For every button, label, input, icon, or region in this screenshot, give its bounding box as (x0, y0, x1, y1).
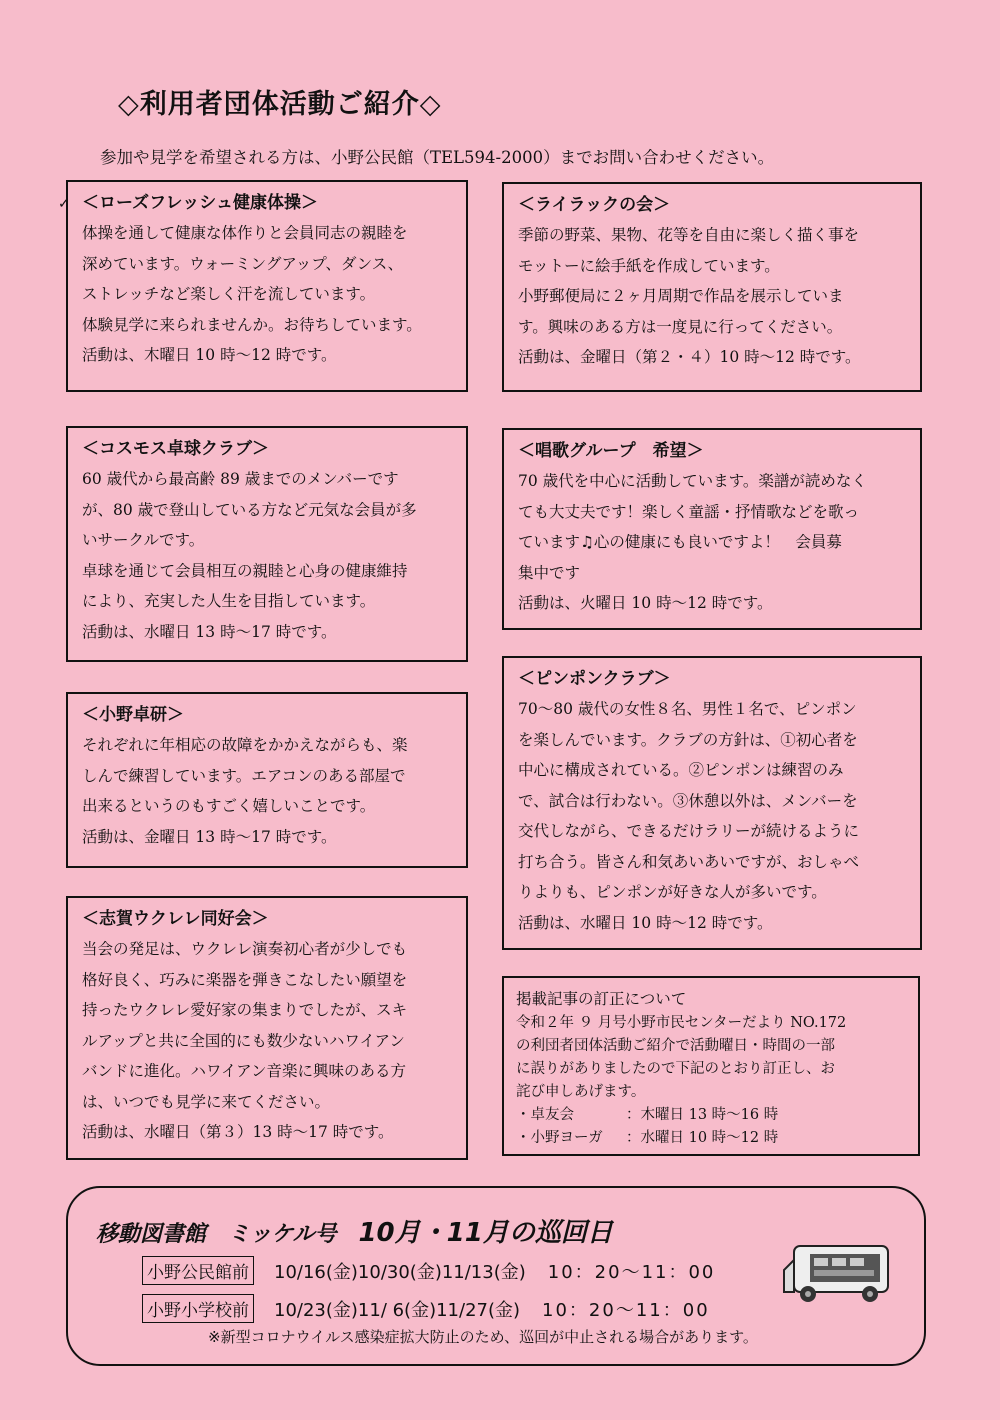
group-text-line: 体操を通して健康な体作りと会員同志の親睦を (82, 224, 408, 242)
group-text-line: す。興味のある方は一度見に行ってください。 (518, 317, 843, 336)
group-text-line: りよりも、ピンポンが好きな人が多いです。 (518, 883, 827, 901)
group-text-line: 活動は、木曜日 10 時～12 時です。 (82, 346, 337, 364)
group-text-line: は、いつでも見学に来てください。 (82, 1092, 331, 1111)
stop-place: 小野小学校前 (142, 1294, 254, 1323)
bookmobile-note: ※新型コロナウイルス感染症拡大防止のため、巡回が中止される場合があります。 (208, 1328, 758, 1346)
bookmobile-panel (66, 1186, 926, 1366)
group-text-line: 持ったウクレレ愛好家の集まりでしたが、スキ (82, 1001, 408, 1019)
stop-dates: 10/16(金)10/30(金)11/13(金) (274, 1261, 526, 1283)
group-box-kibou (502, 428, 922, 630)
group-box-ono-takken (66, 692, 468, 868)
group-title: ＜志賀ウクレレ同好会＞ (82, 909, 269, 929)
group-text-line: を楽しんでいます。クラブの方針は、①初心者を (518, 730, 858, 749)
group-title: ＜小野卓研＞ (82, 705, 184, 725)
group-text-line: 70 歳代を中心に活動しています。楽譜が読めなく (518, 472, 867, 490)
group-text-line: 活動は、火曜日 10 時～12 時です。 (518, 594, 773, 612)
correction-item (516, 1127, 906, 1150)
group-text-line: 集中です (518, 563, 581, 582)
group-box-ukulele (66, 896, 468, 1160)
group-text-line: ストレッチなど楽しく汗を流しています。 (82, 285, 376, 303)
correction-item-name: ・小野ヨーガ (516, 1130, 603, 1146)
group-text-line: モットーに絵手紙を作成しています。 (518, 256, 780, 275)
correction-line: 令和２年 ９ 月号小野市民センターだより NO.172 (516, 1015, 847, 1031)
group-title: ＜唱歌グループ 希望＞ (518, 441, 704, 461)
group-text-line: 体験見学に来られませんか。お待ちしています。 (82, 315, 422, 334)
group-text-line: 季節の野菜、果物、花等を自由に楽しく描く事を (518, 226, 860, 244)
stop-dates: 10/23(金)11/ 6(金)11/27(金) (274, 1299, 521, 1321)
bookmobile-stop (142, 1256, 715, 1285)
group-box-lilac (502, 182, 922, 392)
group-title: ＜コスモス卓球クラブ＞ (82, 439, 269, 459)
group-text-line: ています♫心の健康にも良いですよ！ 会員募 (518, 533, 842, 551)
bookmobile-title (96, 1212, 613, 1249)
group-text-line: それぞれに年相応の故障をかかえながらも、楽 (82, 736, 408, 754)
group-box-rose-fresh (66, 180, 468, 392)
group-text-line: 格好良く、巧みに楽器を弾きこなしたい願望を (82, 970, 408, 989)
group-text-line: が、80 歳で登山している方など元気な会員が多 (82, 500, 417, 519)
group-text-line: 深めています。ウォーミングアップ、ダンス、 (82, 254, 404, 273)
group-text-line: 卓球を通じて会員相互の親睦と心身の健康維持 (82, 561, 408, 580)
group-text-line: ても大丈夫です！楽しく童謡・抒情歌などを歌っ (518, 502, 860, 521)
group-text-line: バンドに進化。ハワイアン音楽に興味のある方 (82, 1062, 406, 1080)
group-box-pingpong (502, 656, 922, 950)
group-text-line: により、充実した人生を目指しています。 (82, 592, 376, 610)
group-text-line: 活動は、金曜日 13 時～17 時です。 (82, 827, 337, 846)
group-title: ＜ローズフレッシュ健康体操＞ (82, 193, 318, 213)
group-text-line: ルアップと共に全国的にも数少ないハワイアン (82, 1031, 405, 1050)
group-title: ＜ライラックの会＞ (518, 195, 671, 215)
group-text-line: 当会の発足は、ウクレレ演奏初心者が少しでも (82, 940, 408, 958)
stop-time: 10：20～11：00 (542, 1299, 710, 1321)
group-text-line: 60 歳代から最高齢 89 歳までのメンバーです (82, 470, 399, 488)
group-text-line: で、試合は行わない。③休憩以外は、メンバーを (518, 791, 858, 810)
stop-time: 10：20～11：00 (547, 1261, 716, 1283)
bookmobile-subtitle: 10月・11月の巡回日 (358, 1218, 613, 1248)
correction-line: 詫び申しあげます。 (516, 1084, 646, 1100)
group-text-line: 活動は、水曜日 10 時～12 時です。 (518, 913, 773, 932)
bookmobile-name: 移動図書館 ミッケル号 (96, 1222, 337, 1247)
correction-notice (502, 976, 920, 1156)
group-title: ＜ピンポンクラブ＞ (518, 669, 671, 689)
bookmobile-stop (142, 1294, 710, 1323)
group-box-cosmos (66, 426, 468, 662)
group-text-line: いサークルです。 (82, 531, 205, 549)
correction-item-schedule: ：水曜日 10 時～12 時 (626, 1130, 779, 1146)
correction-item-name: ・卓友会 (516, 1107, 574, 1123)
correction-line: の利団者団体活動ご紹介で活動曜日・時間の一部 (516, 1038, 835, 1054)
page-title: ◇利用者団体活動ご紹介◇ (118, 89, 442, 120)
group-text-line: 70～80 歳代の女性８名、男性１名で、ピンポン (518, 700, 857, 718)
group-text-line: 小野郵便局に２ヶ月周期で作品を展示していま (518, 287, 844, 305)
correction-item (516, 1104, 906, 1127)
group-text-line: 活動は、水曜日（第３）13 時～17 時です。 (82, 1123, 394, 1141)
group-text-line: しんで練習しています。エアコンのある部屋で (82, 766, 406, 785)
group-text-line: 交代しながら、できるだけラリーが続けるように (518, 822, 860, 840)
correction-line: に誤りがありましたので下記のとおり訂正し、お (516, 1061, 835, 1077)
group-text-line: 出来るというのもすごく嬉しいことです。 (82, 797, 376, 815)
bookmobile-bus-icon (780, 1236, 892, 1308)
group-text-line: 活動は、金曜日（第２・４）10 時～12 時です。 (518, 348, 861, 366)
group-text-line: 中心に構成されている。②ピンポンは練習のみ (518, 761, 844, 779)
correction-item-schedule: ：木曜日 13 時～16 時 (626, 1107, 779, 1123)
group-text-line: 活動は、水曜日 13 時～17 時です。 (82, 622, 337, 641)
correction-heading: 掲載記事の訂正について (516, 990, 687, 1008)
stop-place: 小野公民館前 (142, 1256, 254, 1285)
intro-text: 参加や見学を希望される方は、小野公民館（TEL594-2000）までお問い合わせください。 (100, 148, 775, 167)
group-text-line: 打ち合う。皆さん和気あいあいですが、おしゃべ (518, 852, 860, 871)
check-mark: ✓ (58, 196, 70, 212)
